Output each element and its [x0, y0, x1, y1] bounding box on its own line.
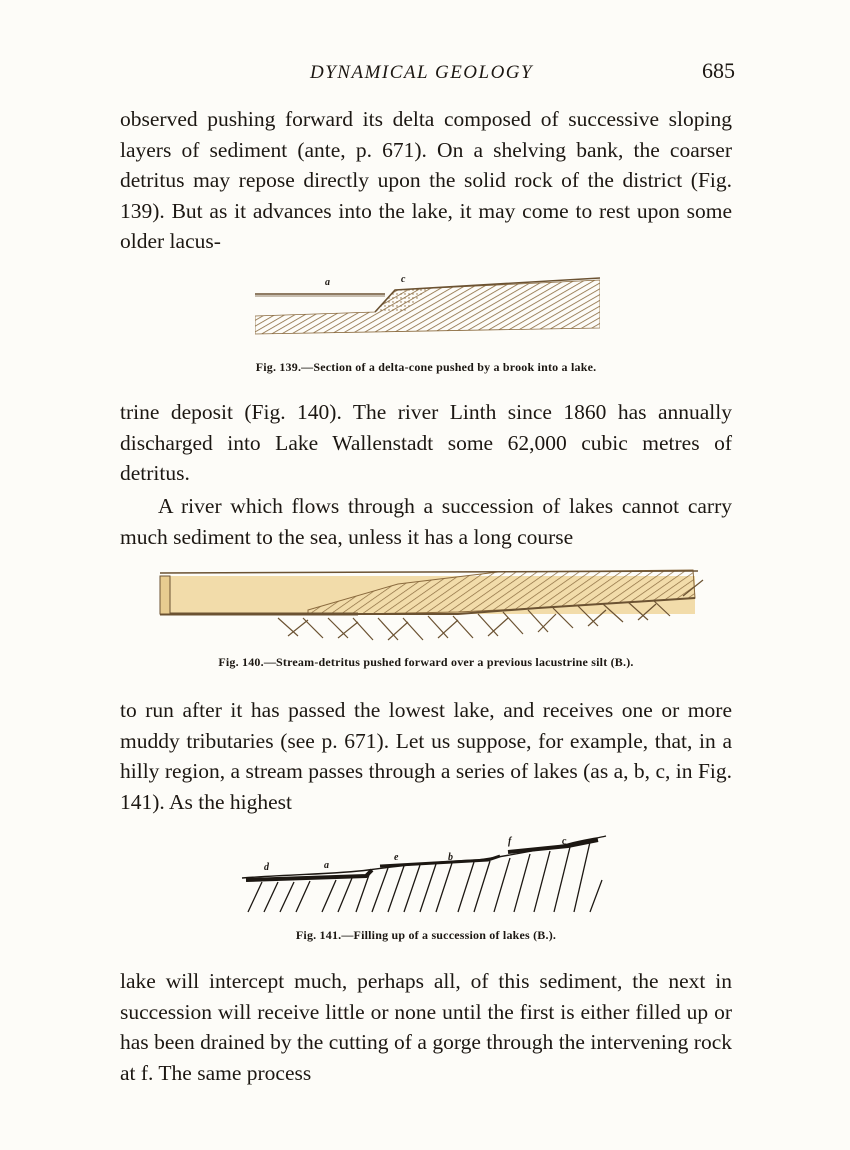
paragraph-1-text: observed pushing forward its delta composed of successive sloping layers of sediment (ante, p. 671). On a shelving bank, the coarser detritus may repose directly upon the solid rock of the district (Fig. 139). But as it advances into the lake, it may come to rest upon some older lacus-: [120, 107, 732, 253]
fig139-label-a: a: [325, 277, 330, 288]
figure-139: [255, 268, 600, 340]
page-header: [120, 58, 735, 88]
page-number: 685: [702, 58, 735, 83]
delta-cone-diagram: [255, 268, 600, 340]
lake-succession-diagram: [238, 832, 610, 916]
paragraph-2: [120, 397, 732, 489]
fig141-label-e: e: [394, 852, 399, 863]
paragraph-4: [120, 695, 732, 817]
fig141-label-f: f: [508, 836, 512, 847]
fig139-label-c: c: [401, 274, 406, 285]
fig140-caption: Fig. 140.—Stream-detritus pushed forward over a previous lacustrine silt (B.).: [218, 655, 634, 669]
fig141-caption: Fig. 141.—Filling up of a succession of lakes (B.).: [295, 928, 557, 942]
fig141-label-d: d: [264, 862, 269, 873]
fig139-caption: Fig. 139.—Section of a delta-cone pushed by a brook into a lake.: [255, 360, 597, 374]
paragraph-3-text: A river which flows through a succession of lakes cannot carry much sediment to the sea, unless it has a long course: [120, 494, 732, 549]
paragraph-5: [120, 966, 732, 1088]
fig141-label-c: c: [562, 836, 567, 847]
fig141-label-a: a: [324, 860, 329, 871]
paragraph-3: [120, 491, 732, 552]
fig141-label-b: b: [448, 852, 453, 863]
paragraph-1: [120, 104, 732, 257]
paragraph-4-text: to run after it has passed the lowest lake, and receives one or more muddy tributaries (see p. 671). Let us suppose, for example, that, in a hilly region, a stream passes through a series of lakes (as a, b, c, in Fig. 141). As the highest: [120, 698, 732, 814]
paragraph-2-text: trine deposit (Fig. 140). The river Linth since 1860 has annually discharged into Lake Wallenstadt some 62,000 cubic metres of detritus.: [120, 400, 732, 485]
paragraph-5-text: lake will intercept much, perhaps all, of this sediment, the next in succession will receive little or none until the first is either filled up or has been drained by the cutting of a gorge through the intervening rock at f. The same process: [120, 969, 732, 1085]
stream-detritus-diagram: [158, 566, 708, 648]
figure-141: [238, 832, 610, 916]
figure-140: [158, 566, 708, 648]
running-head: DYNAMICAL GEOLOGY: [310, 62, 534, 83]
